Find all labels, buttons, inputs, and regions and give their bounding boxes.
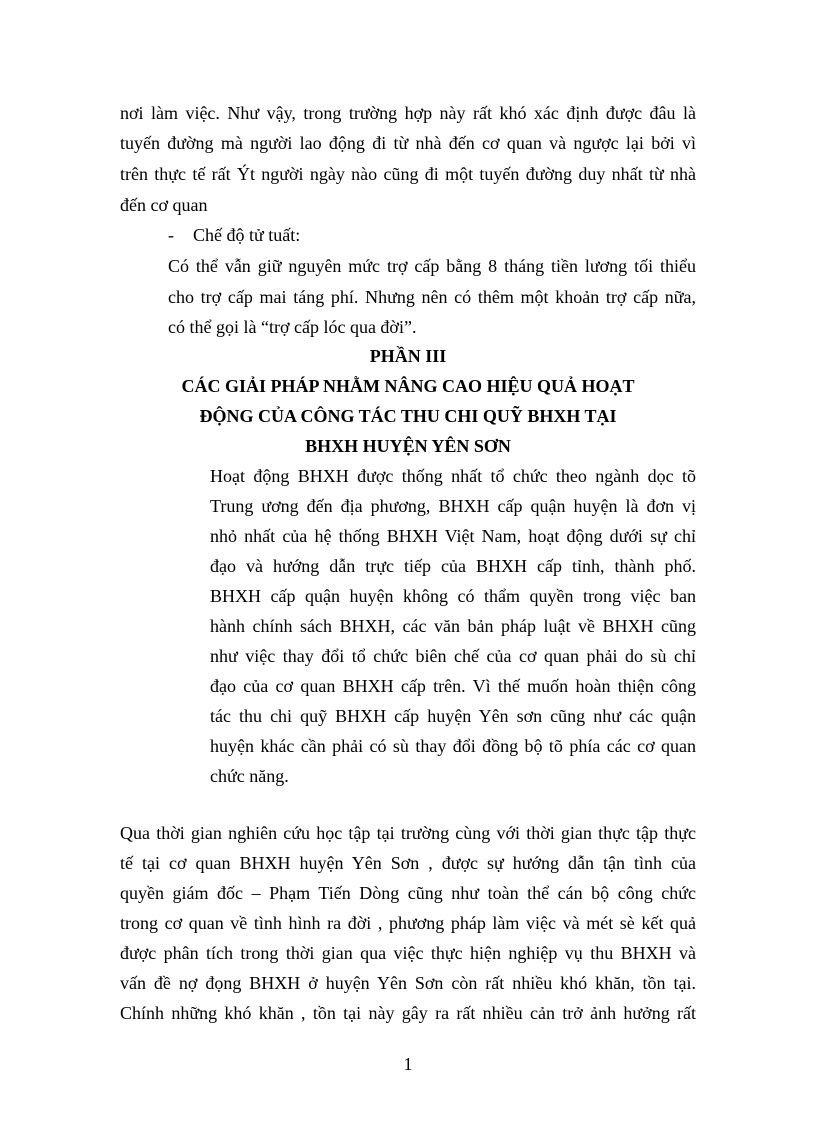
bullet-marker: - <box>168 225 174 245</box>
para4-line-1: Qua thời gian nghiên cứu học tập tại trường cùng với thời gian thực tập thực <box>120 823 696 843</box>
para4-line-5: được phân tích trong thời gian qua việc thực hiện nghiệp vụ thu BHXH và <box>120 943 696 963</box>
para1-line-3: trên thực tế rất Ýt người ngày nào cũng đi một tuyến đường duy nhất từ nhà <box>120 164 696 184</box>
section-heading-line-2: ĐỘNG CỦA CÔNG TÁC THU CHI QUỸ BHXH TẠI <box>199 406 617 426</box>
para4-line-4: trong cơ quan về tình hình ra đời , phương pháp làm việc và mét sè kết quả <box>120 913 696 933</box>
para4-line-3: quyền giám đốc – Phạm Tiến Dòng cũng như toàn thể cán bộ công chức <box>120 883 696 903</box>
para3-line-2: Trung ương đến địa phương, BHXH cấp quận huyện là đơn vị <box>210 496 696 516</box>
para2-line-3: có thể gọi là “trợ cấp lóc qua đời”. <box>168 317 417 337</box>
para3-line-1: Hoạt động BHXH được thống nhất tổ chức theo ngành dọc tõ <box>210 466 696 486</box>
page-number: 1 <box>403 1054 413 1074</box>
para3-line-6: hành chính sách BHXH, các văn bản pháp luật về BHXH cũng <box>210 616 696 636</box>
para4-line-6: vấn đề nợ đọng BHXH ở huyện Yên Sơn còn rất nhiều khó khăn, tồn tại. <box>120 973 696 993</box>
para3-line-5: BHXH cấp quận huyện không có thẩm quyền trong việc ban <box>210 586 696 606</box>
para2-line-1: Có thể vẫn giữ nguyên mức trợ cấp bằng 8 tháng tiền lương tối thiểu <box>168 256 696 276</box>
para3-line-3: nhỏ nhất của hệ thống BHXH Việt Nam, hoạt động dưới sự chỉ <box>210 526 696 546</box>
para1-line-1: nơi làm việc. Như vậy, trong trường hợp này rất khó xác định được đâu là <box>120 103 696 123</box>
bullet-label: Chế độ tử tuất: <box>193 225 301 245</box>
section-heading-line-3: BHXH HUYỆN YÊN SƠN <box>305 436 511 456</box>
para3-line-7: như việc thay đổi tổ chức biên chế của cơ quan phải do sù chỉ <box>210 646 696 666</box>
para3-line-11: chức năng. <box>210 766 289 786</box>
section-heading-line-1: CÁC GIẢI PHÁP NHẰM NÂNG CAO HIỆU QUẢ HOẠT <box>181 376 635 396</box>
para1-line-4: đến cơ quan <box>120 195 208 215</box>
para1-line-2: tuyến đường mà người lao động đi từ nhà đến cơ quan và ngược lại bởi vì <box>120 133 696 153</box>
para4-line-7: Chính những khó khăn , tồn tại này gây ra rất nhiều cản trở ảnh hưởng rất <box>120 1003 696 1023</box>
section-heading-part: PHẦN III <box>369 346 447 366</box>
para3-line-10: huyện khác cần phải có sù thay đổi đồng bộ tõ phía các cơ quan <box>210 736 696 756</box>
para3-line-9: tác thu chi quỹ BHXH cấp huyện Yên sơn cũng như các quận <box>210 706 696 726</box>
para3-line-8: đạo của cơ quan BHXH cấp trên. Vì thế muốn hoàn thiện công <box>210 676 696 696</box>
para3-line-4: đạo và hướng dẫn trực tiếp của BHXH cấp tỉnh, thành phố. <box>210 556 696 576</box>
para4-line-2: tế tại cơ quan BHXH huyện Yên Sơn , được sự hướng dẫn tận tình của <box>120 853 696 873</box>
para2-line-2: cho trợ cấp mai táng phí. Nhưng nên có thêm một khoản trợ cấp nữa, <box>168 287 696 307</box>
